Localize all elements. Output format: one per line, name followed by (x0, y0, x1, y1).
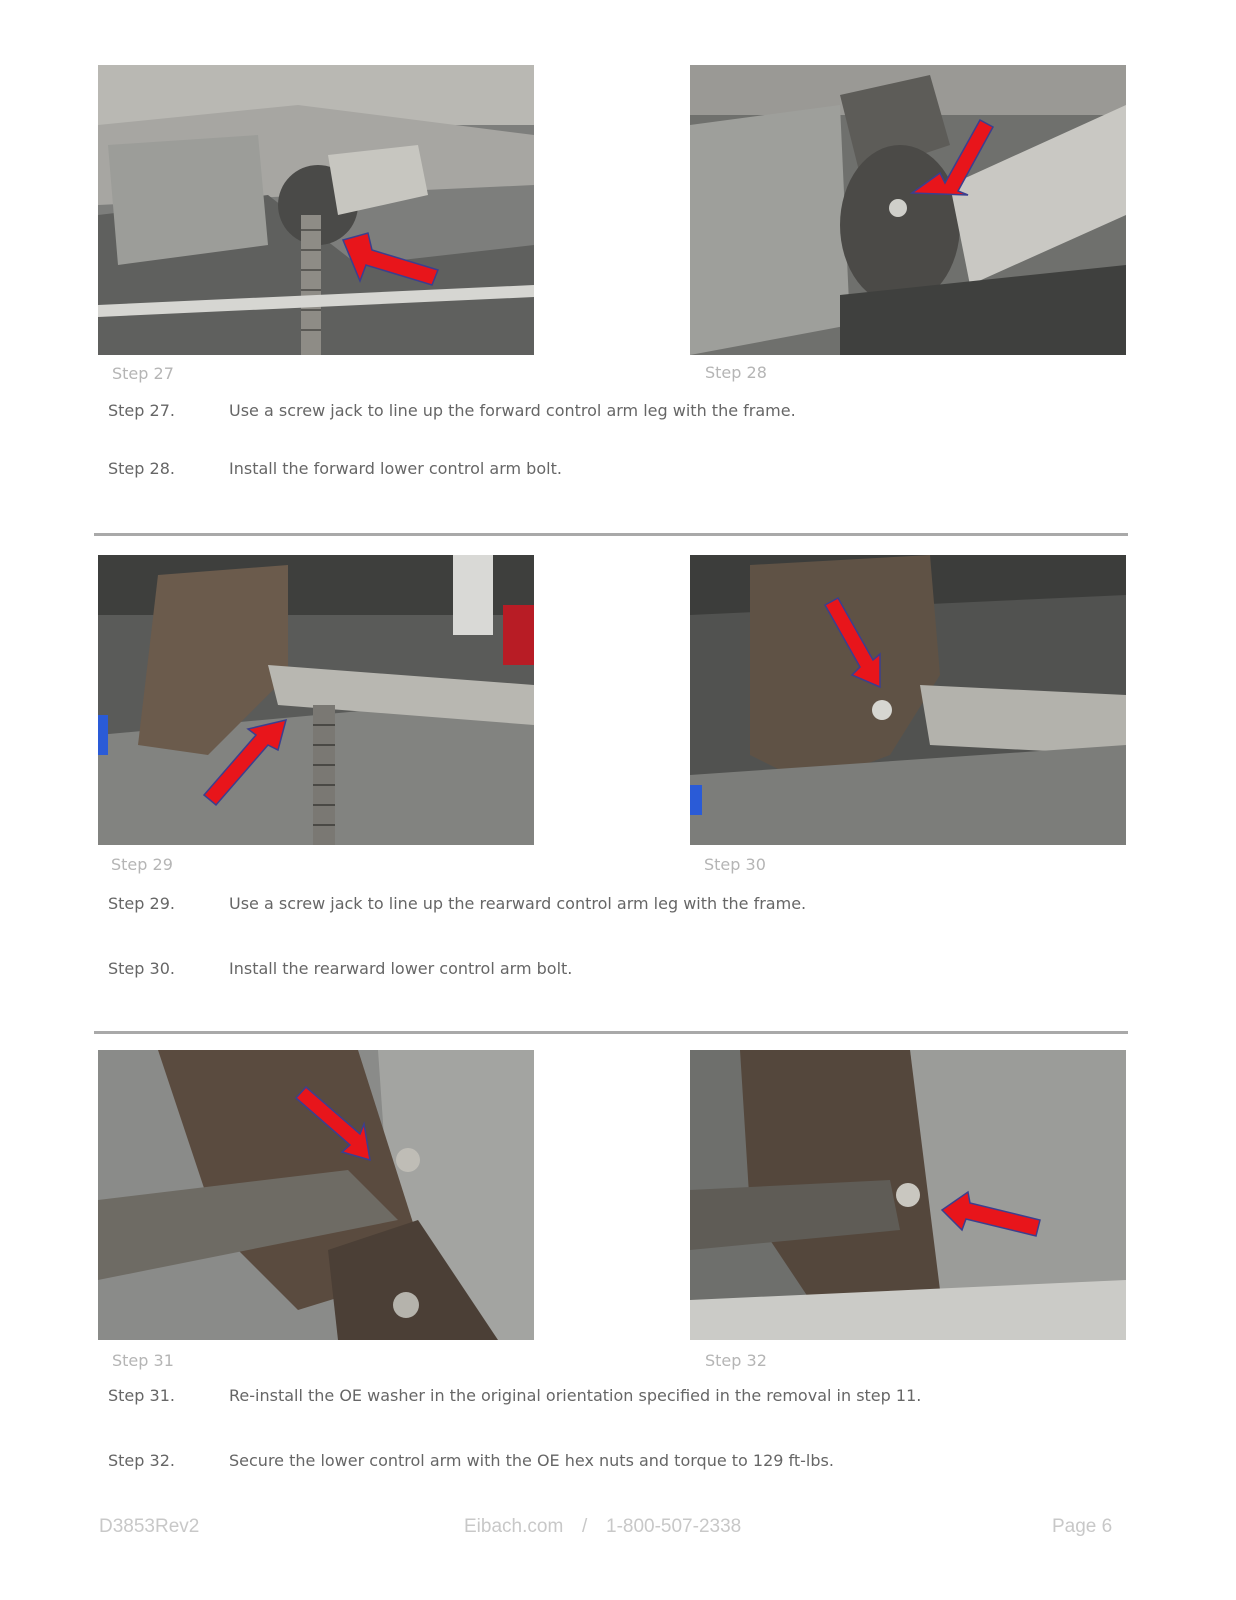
photo-caption: Step 29 (111, 855, 173, 874)
photo-caption: Step 28 (705, 363, 767, 382)
step-instruction: Use a screw jack to line up the forward control arm leg with the frame. (229, 401, 796, 420)
photo-step-31 (98, 1050, 534, 1340)
step-instruction: Re-install the OE washer in the original orientation specified in the removal in step 11. (229, 1386, 922, 1405)
photo-step-32 (690, 1050, 1126, 1340)
step-label: Step 28. (108, 459, 175, 478)
footer-separator: / (582, 1516, 588, 1537)
step-label: Step 30. (108, 959, 175, 978)
step-label: Step 31. (108, 1386, 175, 1405)
photo-step-28 (690, 65, 1126, 355)
photo-step-30 (690, 555, 1126, 845)
photo-caption: Step 30 (704, 855, 766, 874)
step-instruction: Install the forward lower control arm bolt. (229, 459, 562, 478)
document-id: D3853Rev2 (99, 1516, 200, 1537)
section-divider (94, 533, 1128, 536)
step-instruction: Install the rearward lower control arm bolt. (229, 959, 573, 978)
photo-caption: Step 27 (112, 364, 174, 383)
photo-step-27 (98, 65, 534, 355)
step-instruction: Use a screw jack to line up the rearward control arm leg with the frame. (229, 894, 807, 913)
photo-step-29 (98, 555, 534, 845)
page-number: Page 6 (1052, 1516, 1113, 1537)
step-label: Step 27. (108, 401, 175, 420)
photo-caption: Step 31 (112, 1351, 174, 1370)
photo-caption: Step 32 (705, 1351, 767, 1370)
footer-phone: 1-800-507-2338 (606, 1516, 742, 1537)
section-divider (94, 1031, 1128, 1034)
step-instruction: Secure the lower control arm with the OE hex nuts and torque to 129 ft-lbs. (229, 1451, 834, 1470)
step-label: Step 32. (108, 1451, 175, 1470)
footer-website: Eibach.com (464, 1516, 564, 1537)
step-label: Step 29. (108, 894, 175, 913)
